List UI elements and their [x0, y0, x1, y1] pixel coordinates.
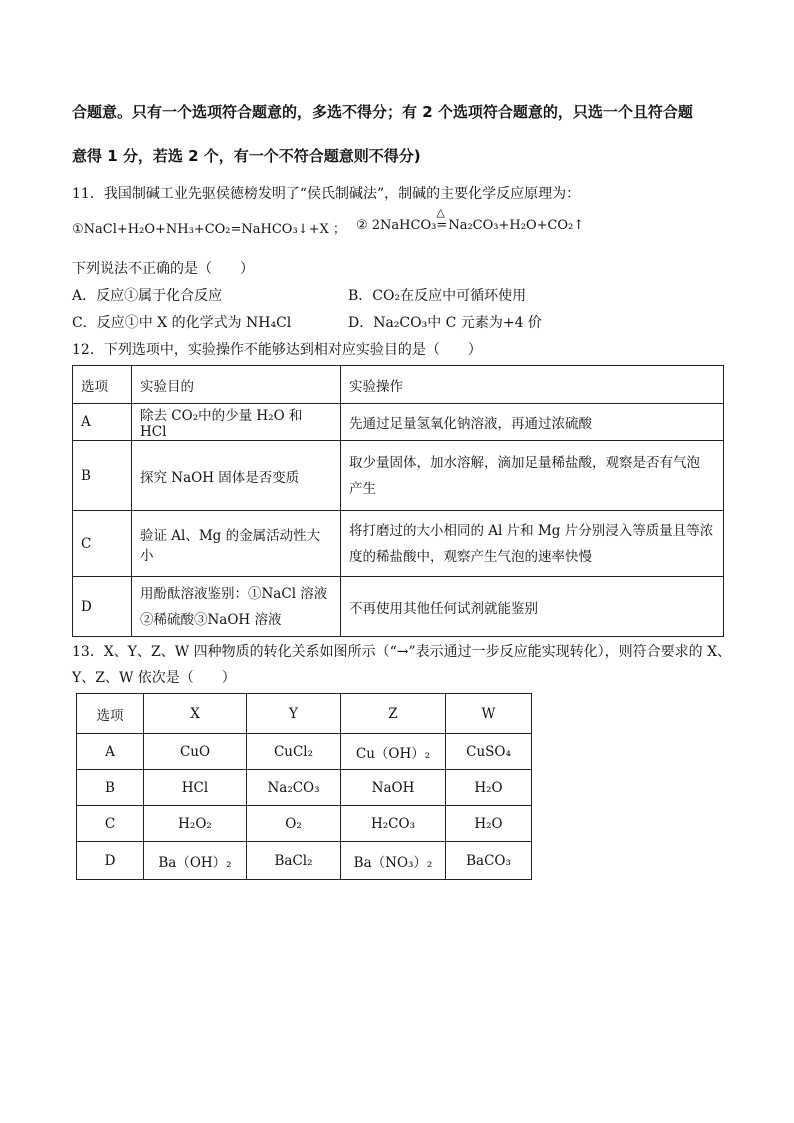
row-operation: 不再使用其他任何试剂就能鉴别	[341, 577, 724, 637]
q11-stem: 11．我国制碱工业先驱侯德榜发明了“侯氏制碱法”，制碱的主要化学反应原理为：	[72, 186, 581, 202]
cell: CuCl₂	[247, 734, 341, 770]
eq2-products: Na₂CO₃+H₂O+CO₂↑	[448, 218, 585, 233]
cell: Cu（OH）₂	[341, 734, 446, 770]
cell: A	[77, 734, 144, 770]
q13-stem-line-1: 13．X、Y、Z、W 四种物质的转化关系如图所示（“→”表示通过一步反应能实现转化），则符合要求的 X、	[72, 644, 732, 660]
heat-arrow: △ =	[436, 206, 448, 233]
cell: H₂O	[446, 806, 532, 842]
operation-line: 将打磨过的大小相同的 Al 片和 Mg 片分别浸入等质量且等浓	[349, 522, 714, 539]
table-row	[73, 577, 724, 637]
table-row	[73, 511, 724, 577]
purpose-line: 用酚酞溶液鉴别：①NaCl 溶液	[140, 585, 328, 602]
q13-table	[76, 693, 532, 880]
cell: HCl	[144, 770, 247, 806]
q11-ask: 下列说法不正确的是（ ）	[72, 261, 254, 277]
cell: H₂CO₃	[341, 806, 446, 842]
table-row	[73, 404, 724, 441]
purpose-line: ②稀硫酸③NaOH 溶液	[140, 611, 282, 628]
cell: D	[77, 842, 144, 880]
header-x: X	[144, 694, 247, 734]
row-operation: 先通过足量氢氧化钠溶液，再通过浓硫酸	[341, 404, 724, 441]
cell: H₂O	[446, 770, 532, 806]
operation-line: 取少量固体，加水溶解，滴加足量稀盐酸，观察是否有气泡	[349, 454, 700, 471]
heat-condition: △	[436, 206, 445, 219]
q11-option-c: C．反应①中 X 的化学式为 NH₄Cl	[72, 315, 292, 331]
q11-equation-2	[356, 206, 585, 233]
row-purpose: 除去 CO₂中的少量 H₂O 和 HCl	[132, 404, 341, 441]
row-option: C	[73, 511, 132, 577]
instruction-line-2: 意得 1 分，若选 2 个，有一个不符合题意则不得分)	[72, 147, 421, 165]
cell: NaOH	[341, 770, 446, 806]
cell: CuO	[144, 734, 247, 770]
table-row	[77, 770, 532, 806]
cell: Ba（OH）₂	[144, 842, 247, 880]
cell: B	[77, 770, 144, 806]
eq2-reactant: ② 2NaHCO₃	[356, 218, 437, 233]
header-option: 选项	[77, 694, 144, 734]
row-purpose: 验证 Al、Mg 的金属活动性大小	[132, 511, 341, 577]
cell: H₂O₂	[144, 806, 247, 842]
table-row	[73, 441, 724, 511]
row-purpose	[132, 577, 341, 637]
cell: BaCO₃	[446, 842, 532, 880]
q11-option-b: B．CO₂在反应中可循环使用	[348, 288, 527, 304]
row-option: D	[73, 577, 132, 637]
cell: Na₂CO₃	[247, 770, 341, 806]
row-option: A	[73, 404, 132, 441]
row-purpose: 探究 NaOH 固体是否变质	[132, 441, 341, 511]
cell: Ba（NO₃）₂	[341, 842, 446, 880]
cell: CuSO₄	[446, 734, 532, 770]
cell: C	[77, 806, 144, 842]
operation-line: 度的稀盐酸中，观察产生气泡的速率快慢	[349, 548, 592, 565]
cell: BaCl₂	[247, 842, 341, 880]
table-row	[77, 806, 532, 842]
table-header-row	[73, 366, 724, 404]
q12-table	[72, 365, 724, 637]
q11-option-d: D．Na₂CO₃中 C 元素为+4 价	[348, 315, 542, 331]
header-purpose: 实验目的	[132, 366, 341, 404]
header-option: 选项	[73, 366, 132, 404]
table-row	[77, 842, 532, 880]
q12-stem: 12．下列选项中，实验操作不能够达到相对应实验目的是（ ）	[72, 342, 482, 358]
header-z: Z	[341, 694, 446, 734]
table-header-row	[77, 694, 532, 734]
header-y: Y	[247, 694, 341, 734]
row-operation	[341, 511, 724, 577]
cell: O₂	[247, 806, 341, 842]
q13-stem-line-2: Y、Z、W 依次是（ ）	[72, 670, 236, 686]
q11-option-a: A．反应①属于化合反应	[72, 288, 223, 304]
row-option: B	[73, 441, 132, 511]
header-operation: 实验操作	[341, 366, 724, 404]
q11-equation-1: ①NaCl+H₂O+NH₃+CO₂=NaHCO₃↓+X ；	[72, 222, 346, 237]
instruction-line-1: 合题意。只有一个选项符合题意的，多选不得分；有 2 个选项符合题意的，只选一个且符合题	[72, 103, 693, 121]
table-row	[77, 734, 532, 770]
header-w: W	[446, 694, 532, 734]
operation-line: 产生	[349, 480, 376, 497]
row-operation	[341, 441, 724, 511]
